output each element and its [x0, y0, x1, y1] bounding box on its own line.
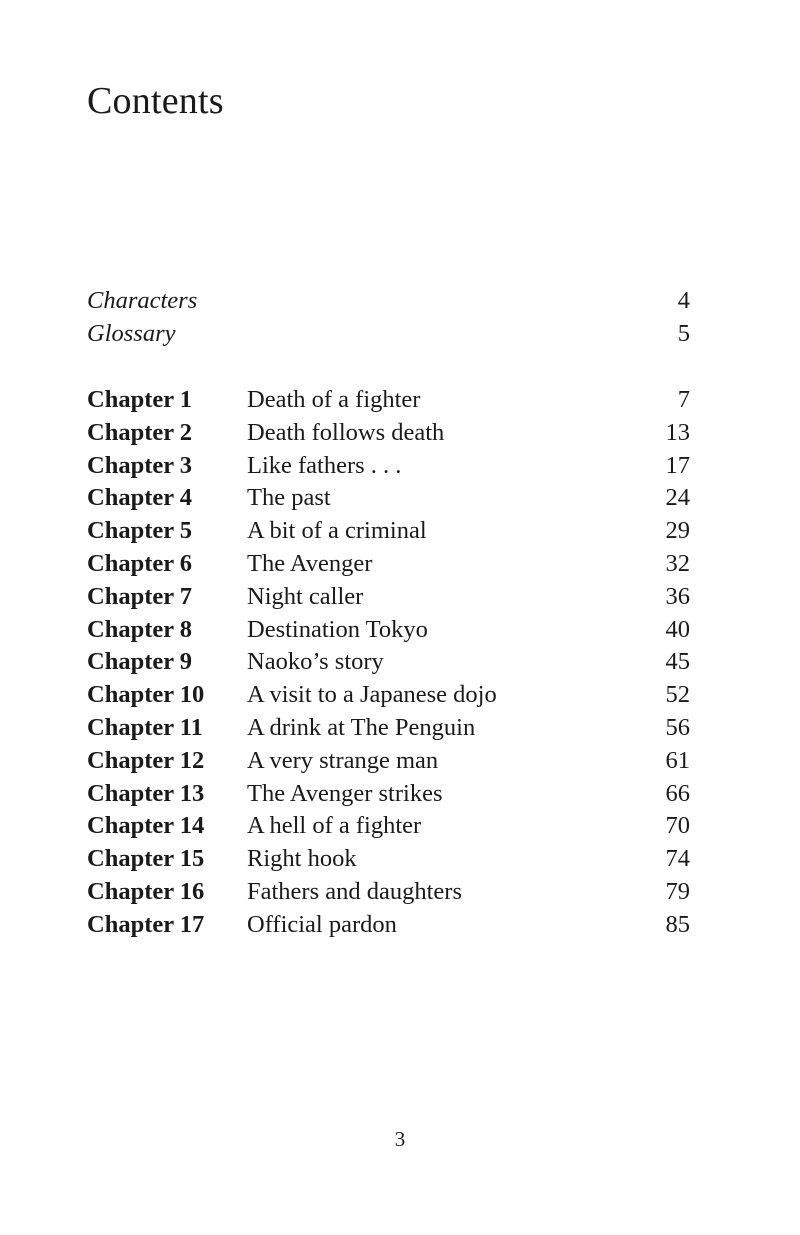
chapter-title: A hell of a fighter: [247, 812, 422, 840]
chapter-title: Night caller: [247, 582, 364, 610]
chapter-number: Chapter 4: [87, 484, 193, 512]
chapter-page: 13: [665, 418, 690, 446]
chapter-title: Official pardon: [247, 910, 397, 938]
chapter-title: Death of a fighter: [247, 386, 421, 413]
chapter-number: Chapter 14: [87, 812, 205, 840]
chapter-page: 7: [677, 386, 690, 413]
front-matter-item-glossary: [87, 318, 690, 351]
chapter-title: Right hook: [247, 845, 357, 873]
chapter-title: Naoko’s story: [247, 648, 384, 676]
chapter-row: [87, 548, 690, 581]
chapter-row: [87, 581, 690, 614]
chapter-row: [87, 909, 690, 942]
chapter-row: [87, 810, 690, 843]
chapter-number: Chapter 9: [87, 648, 193, 676]
chapter-row: [87, 712, 690, 745]
chapter-number: Chapter 1: [87, 386, 193, 413]
front-matter-list: [87, 285, 690, 351]
chapter-number: Chapter 2: [87, 418, 193, 446]
chapter-page: 36: [665, 582, 690, 610]
chapter-number: Chapter 17: [87, 910, 205, 938]
chapter-page: 29: [665, 517, 690, 545]
chapter-title: Like fathers . . .: [247, 451, 402, 479]
chapter-title: A visit to a Japanese dojo: [247, 681, 497, 709]
chapter-row: [87, 745, 690, 778]
chapter-title: The Avenger strikes: [247, 779, 443, 807]
chapter-page: 24: [665, 484, 690, 512]
chapter-list: [87, 384, 690, 942]
chapter-number: Chapter 6: [87, 549, 193, 577]
chapter-row: [87, 876, 690, 909]
chapter-page: 52: [665, 681, 690, 709]
chapter-row: [87, 450, 690, 483]
front-matter-label: Glossary: [87, 319, 176, 347]
chapter-number: Chapter 7: [87, 582, 193, 610]
front-matter-page: 4: [677, 287, 690, 314]
chapter-page: 45: [665, 648, 690, 676]
chapter-page: 17: [665, 451, 690, 479]
chapter-number: Chapter 12: [87, 746, 205, 774]
chapter-number: Chapter 15: [87, 845, 205, 873]
chapter-page: 32: [665, 549, 690, 577]
chapter-title: A drink at The Penguin: [247, 713, 476, 741]
page-title: Contents: [87, 80, 224, 122]
chapter-row: [87, 614, 690, 647]
chapter-page: 56: [665, 713, 690, 741]
chapter-number: Chapter 8: [87, 615, 193, 643]
page-number: 3: [394, 1127, 406, 1151]
chapter-row: [87, 384, 690, 417]
chapter-row: [87, 646, 690, 679]
chapter-title: A bit of a criminal: [247, 517, 427, 545]
chapter-row: [87, 417, 690, 450]
chapter-title: Fathers and daughters: [247, 877, 462, 905]
front-matter-item-characters: [87, 285, 690, 318]
chapter-number: Chapter 10: [87, 681, 205, 709]
chapter-page: 85: [665, 910, 690, 938]
chapter-number: Chapter 5: [87, 517, 193, 545]
chapter-number: Chapter 3: [87, 451, 193, 479]
front-matter-page: 5: [677, 319, 690, 347]
front-matter-label: Characters: [87, 287, 198, 314]
chapter-page: 61: [665, 746, 690, 774]
chapter-page: 70: [665, 812, 690, 840]
chapter-page: 79: [665, 877, 690, 905]
chapter-page: 40: [665, 615, 690, 643]
chapter-number: Chapter 16: [87, 877, 205, 905]
chapter-page: 74: [665, 845, 690, 873]
chapter-number: Chapter 11: [87, 713, 203, 741]
chapter-number: Chapter 13: [87, 779, 205, 807]
chapter-row: [87, 482, 690, 515]
chapter-title: A very strange man: [247, 746, 439, 774]
chapter-row: [87, 843, 690, 876]
chapter-row: [87, 515, 690, 548]
chapter-title: The Avenger: [247, 549, 373, 577]
chapter-title: The past: [247, 484, 331, 512]
chapter-row: [87, 679, 690, 712]
chapter-title: Destination Tokyo: [247, 615, 428, 643]
chapter-page: 66: [665, 779, 690, 807]
chapter-row: [87, 778, 690, 811]
chapter-title: Death follows death: [247, 418, 445, 446]
